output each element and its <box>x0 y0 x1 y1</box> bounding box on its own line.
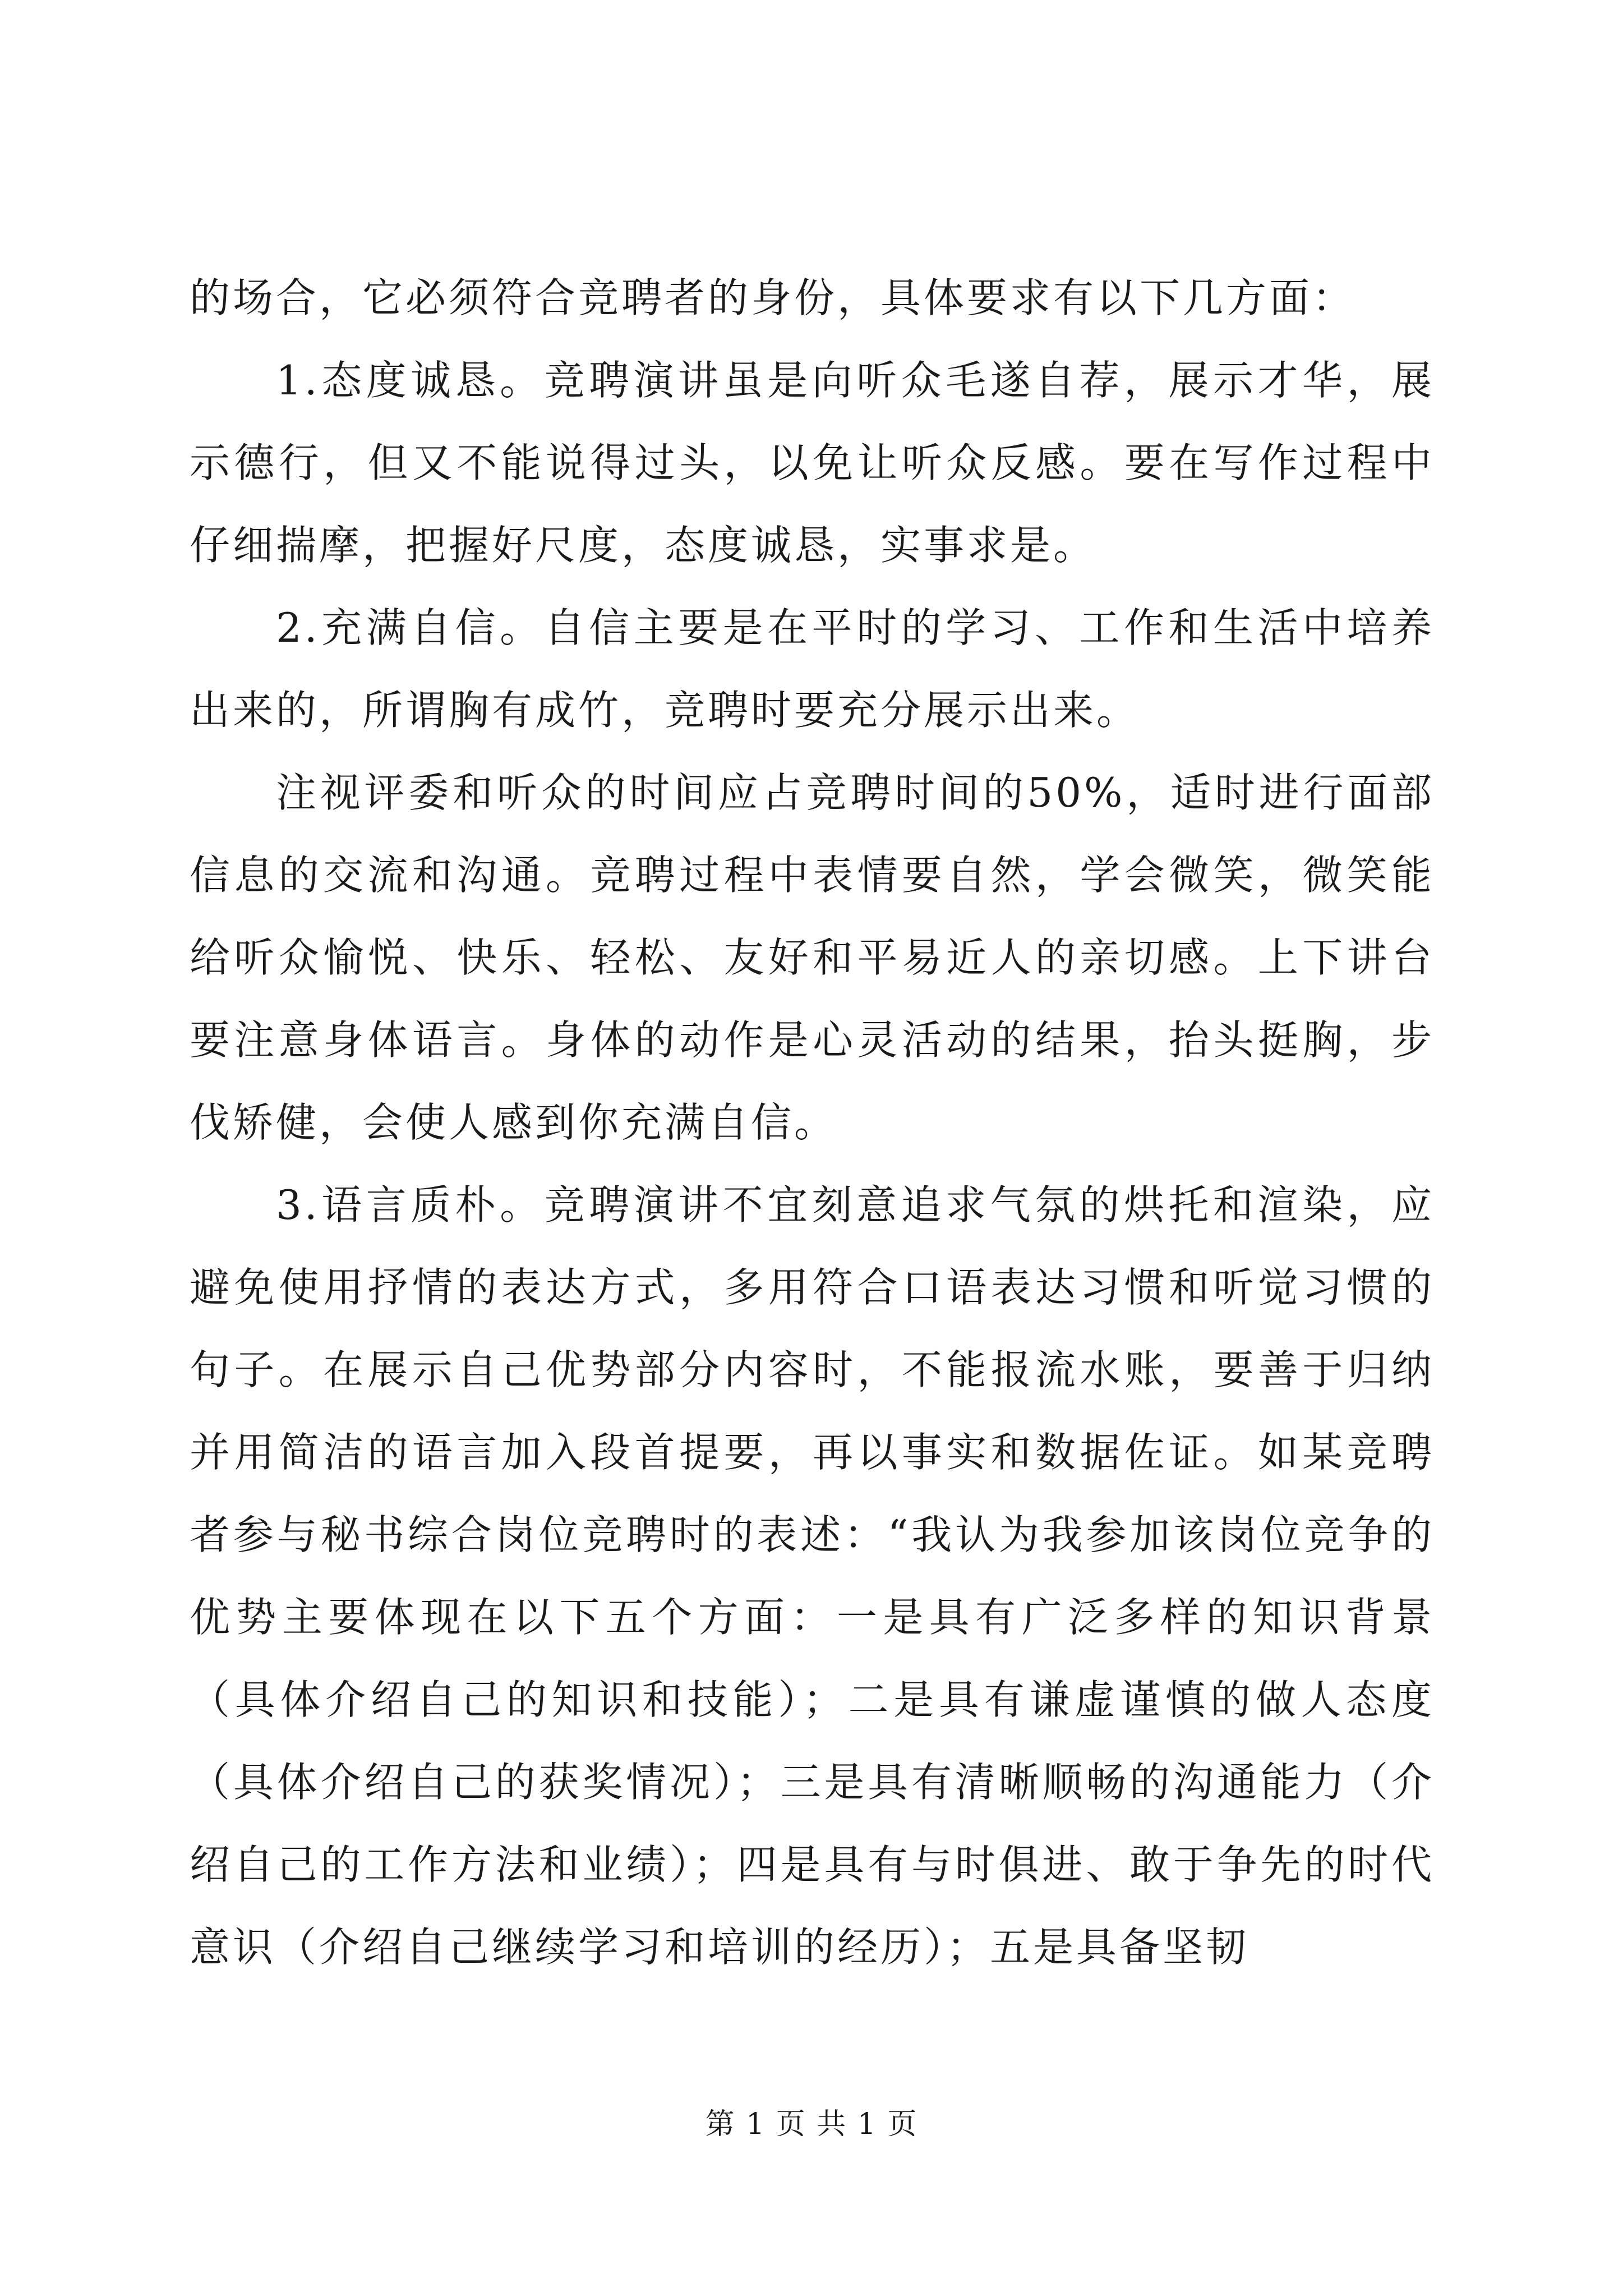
paragraph-confidence: 2.充满自信。自信主要是在平时的学习、工作和生活中培养出来的，所谓胸有成竹，竞聘时要充分展示出来。 <box>190 604 1435 734</box>
document-body <box>190 257 1435 1989</box>
paragraph-continuation: 的场合，它必须符合竞聘者的身份，具体要求有以下几方面： <box>190 274 1356 321</box>
paragraph-plain-language: 3.语言质朴。竞聘演讲不宜刻意追求气氛的烘托和渲染，应避免使用抒情的表达方式，多用符合口语表达习惯和听觉习惯的句子。在展示自己优势部分内容时，不能报流水账，要善于归纳并用简洁的语言加入段首提要，再以事实和数据佐证。如某竞聘者参与秘书综合岗位竞聘时的表述：“我认为我参加该岗位竞争的优势主要体现在以下五个方面：一是具有广泛多样的知识背景（具体介绍自己的知识和技能）；二是具有谦虚谨慎的做人态度（具体介绍自己的获奖情况）；三是具有清晰顺畅的沟通能力（介绍自己的工作方法和业绩）；四是具有与时俱进、敢于争先的时代意识（介绍自己继续学习和培训的经历）；五是具备坚韧 <box>190 1181 1435 1971</box>
paragraph-sincere-attitude: 1.态度诚恳。竞聘演讲虽是向听众毛遂自荐，展示才华，展示德行，但又不能说得过头，以免让听众反感。要在写作过程中仔细揣摩，把握好尺度，态度诚恳，实事求是。 <box>190 357 1435 569</box>
paragraph-eye-contact: 注视评委和听众的时间应占竞聘时间的50%，适时进行面部信息的交流和沟通。竞聘过程中表情要自然，学会微笑，微笑能给听众愉悦、快乐、轻松、友好和平易近人的亲切感。上下讲台要注意身体语言。身体的动作是心灵活动的结果，抬头挺胸，步伐矫健，会使人感到你充满自信。 <box>190 769 1435 1146</box>
page-number-footer: 第 1 页 共 1 页 <box>705 2108 918 2141</box>
